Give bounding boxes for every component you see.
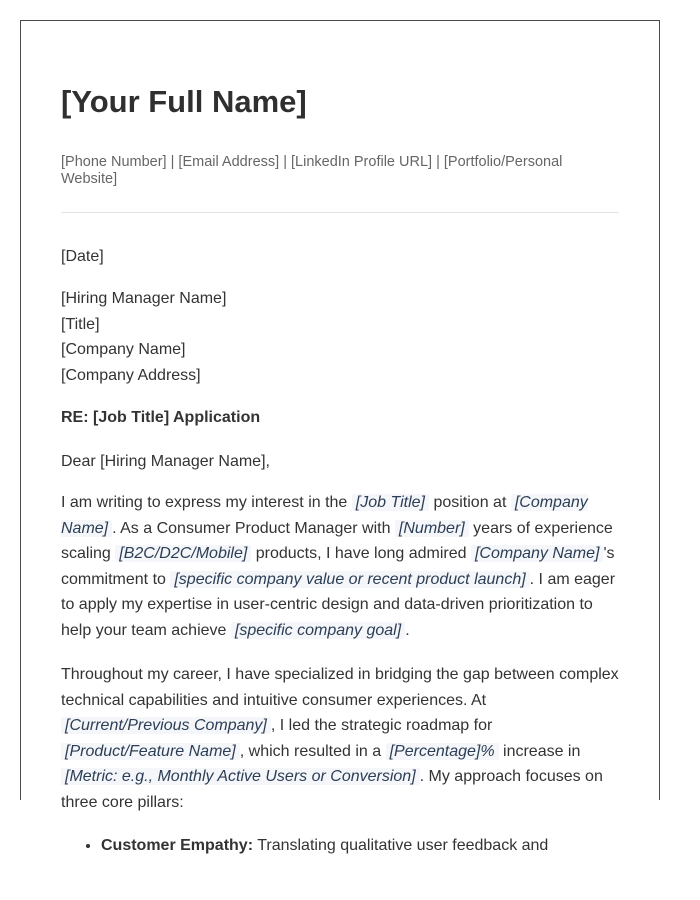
- placeholder-company-name: [Company Name]: [61, 494, 588, 537]
- pillar-text: Translating qualitative user feedback and: [253, 837, 549, 855]
- contact-line: [61, 154, 619, 189]
- paragraph-text: years of experience scaling: [61, 519, 613, 563]
- paragraph-text: . As a Consumer Product Manager with: [112, 519, 395, 537]
- placeholder-current-company: [Current/Previous Company]: [61, 717, 271, 734]
- paragraph-text: . I am eager to apply my expertise in user-centric design and data-driven prioritization to help your team achieve: [61, 570, 616, 639]
- paragraph-text: .: [405, 621, 410, 639]
- full-name-heading: [Your Full Name]: [61, 84, 307, 119]
- contact-separator: |: [166, 154, 179, 171]
- paragraph-text: increase in: [498, 742, 581, 760]
- salutation: Dear [Hiring Manager Name],: [61, 453, 270, 471]
- email-address: [Email Address]: [178, 154, 280, 171]
- paragraph-text: I am writing to express my interest in the: [61, 494, 352, 512]
- placeholder-company-value: [specific company value or recent product launch]: [170, 571, 529, 588]
- placeholder-segment: [B2C/D2C/Mobile]: [115, 545, 251, 562]
- paragraph-text: Throughout my career, I have specialized in bridging the gap between complex technical capabilities and intuitive consumer experiences. At: [61, 666, 619, 709]
- paragraph-text: , I led the strategic roadmap for: [270, 717, 493, 735]
- body-paragraph-2: [61, 662, 619, 815]
- letter-date: [Date]: [61, 247, 104, 265]
- placeholder-job-title: [Job Title]: [352, 494, 429, 511]
- paragraph-text: products, I have long admired: [251, 545, 471, 563]
- paragraph-text: , which resulted in a: [239, 742, 386, 760]
- recipient-company: [Company Name]: [61, 341, 186, 359]
- linkedin-url: [LinkedIn Profile URL]: [291, 154, 433, 171]
- contact-separator: |: [279, 154, 291, 171]
- letter-page: [20, 20, 660, 855]
- paragraph-text: position at: [429, 494, 511, 512]
- recipient-name: [Hiring Manager Name]: [61, 290, 227, 308]
- paragraph-text: . My approach focuses on three core pillars:: [61, 768, 603, 811]
- pillar-title: Customer Empathy:: [101, 837, 254, 855]
- paragraph-text: 's commitment to: [61, 545, 615, 588]
- placeholder-number: [Number]: [395, 520, 469, 537]
- placeholder-company-goal: [specific company goal]: [231, 622, 405, 639]
- recipient-title: [Title]: [61, 315, 100, 333]
- body-paragraph-1: [61, 490, 619, 643]
- placeholder-company-name: [Company Name]: [471, 545, 604, 562]
- recipient-address-block: [61, 286, 619, 388]
- core-pillars-list: [61, 833, 619, 859]
- phone-number: [Phone Number]: [61, 154, 167, 171]
- header-divider: [61, 212, 619, 213]
- contact-separator: |: [432, 154, 444, 171]
- placeholder-percentage: [Percentage]%: [386, 743, 499, 760]
- placeholder-product-name: [Product/Feature Name]: [61, 743, 240, 760]
- recipient-address: [Company Address]: [61, 366, 201, 384]
- list-item: [101, 833, 619, 859]
- placeholder-metric: [Metric: e.g., Monthly Active Users or Conversion]: [61, 768, 420, 785]
- personal-website: [Portfolio/Personal Website]: [61, 154, 563, 188]
- subject-line: RE: [Job Title] Application: [61, 409, 261, 427]
- letter-content: [21, 21, 659, 859]
